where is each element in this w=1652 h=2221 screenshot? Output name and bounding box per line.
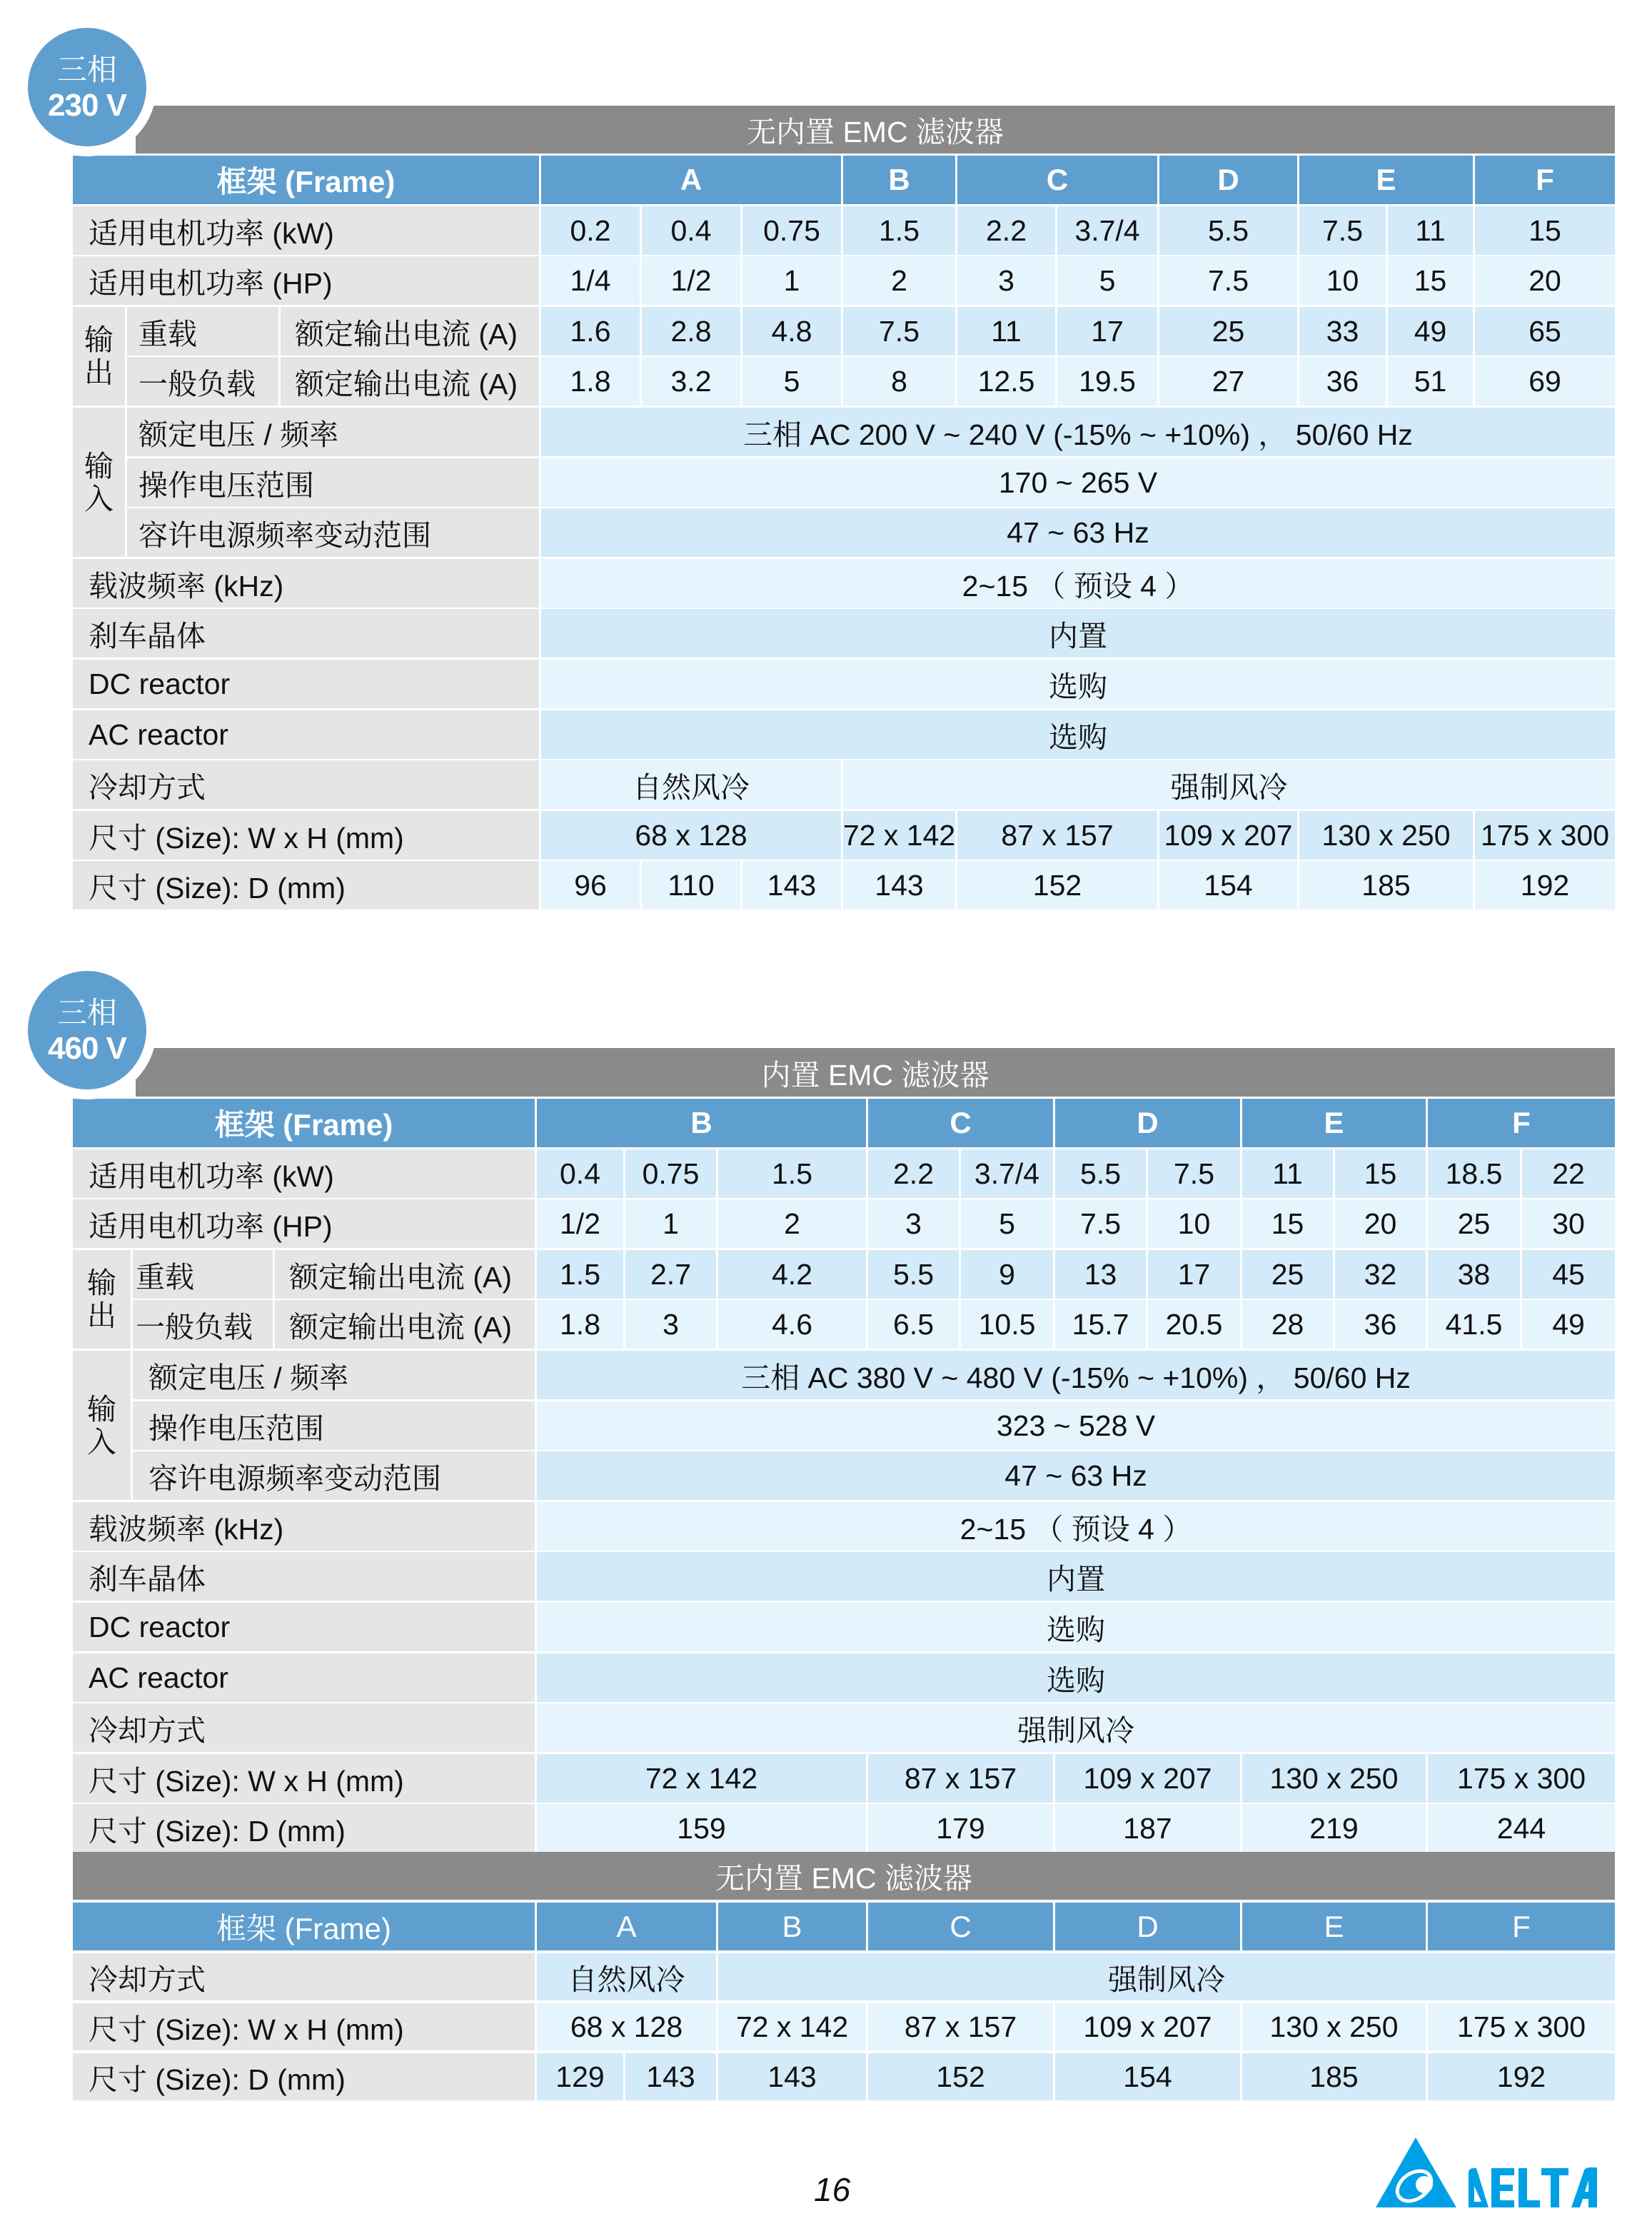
row-label: 载波频率 (kHz) <box>73 1502 535 1551</box>
row-label: 额定输出电流 (A) <box>281 357 539 406</box>
row-label: 刹车晶体 <box>73 1552 535 1601</box>
value-cell: 25 <box>1159 307 1297 356</box>
row-label: 尺寸 (Size): D (mm) <box>73 2053 535 2100</box>
load-type-label: 一般负载 <box>133 1300 273 1349</box>
cooling-forced: 强制风冷 <box>718 1953 1615 2000</box>
value-cell: 11 <box>1242 1149 1333 1198</box>
value-cell: 8 <box>843 357 955 406</box>
frame-header-d: D <box>1159 156 1297 204</box>
value-cell: 3 <box>957 256 1055 305</box>
badge-460v <box>28 971 146 1089</box>
spanning-value: 170 ~ 265 V <box>541 458 1615 507</box>
table-title-bar: 无内置 EMC 滤波器 <box>136 106 1615 153</box>
value-cell: 22 <box>1522 1149 1615 1198</box>
row-label: 额定电压 / 频率 <box>133 1351 535 1399</box>
value-cell: 1.5 <box>843 206 955 255</box>
cooling-forced: 强制风冷 <box>843 760 1615 809</box>
size-wxh-cell: 68 x 128 <box>541 811 841 860</box>
row-label: 额定输出电流 (A) <box>275 1250 535 1299</box>
value-cell: 28 <box>1242 1300 1333 1349</box>
row-label: 适用电机功率 (HP) <box>73 256 539 305</box>
row-label: 尺寸 (Size): D (mm) <box>73 861 539 910</box>
value-cell: 25 <box>1242 1250 1333 1299</box>
row-label: 刹车晶体 <box>73 609 539 658</box>
group-label-char: 出 <box>84 356 114 389</box>
row-label: 冷却方式 <box>73 1953 535 2000</box>
group-label-output <box>73 307 125 406</box>
spanning-value: 强制风冷 <box>537 1703 1615 1752</box>
size-depth-cell: 154 <box>1159 861 1297 910</box>
badge-phase-label: 三相 <box>56 996 117 1029</box>
row-label: 冷却方式 <box>73 1703 535 1752</box>
value-cell: 10 <box>1148 1199 1240 1248</box>
value-cell: 5 <box>961 1199 1053 1248</box>
value-cell: 1.5 <box>537 1250 623 1299</box>
value-cell: 20 <box>1475 256 1615 305</box>
size-depth-cell: 192 <box>1475 861 1615 910</box>
value-cell: 5 <box>742 357 841 406</box>
row-label: 尺寸 (Size): W x H (mm) <box>73 1754 535 1803</box>
spanning-value: 2~15 （ 预设 4 ） <box>541 559 1615 608</box>
row-label: 容许电源频率变动范围 <box>133 1451 535 1500</box>
size-wxh-cell: 109 x 207 <box>1159 811 1297 860</box>
size-wxh-cell: 175 x 300 <box>1475 811 1615 860</box>
value-cell: 18.5 <box>1428 1149 1520 1198</box>
frame-header-label: 框架 (Frame) <box>73 1099 535 1147</box>
value-cell: 7.5 <box>1159 256 1297 305</box>
group-label-char: 入 <box>84 482 114 515</box>
value-cell: 7.5 <box>843 307 955 356</box>
row-label: 尺寸 (Size): W x H (mm) <box>73 2003 535 2050</box>
value-cell: 3.7/4 <box>961 1149 1053 1198</box>
frame-header-d: D <box>1055 1099 1240 1147</box>
size-depth-cell: 154 <box>1055 2053 1240 2100</box>
size-wxh-cell: 175 x 300 <box>1428 1754 1615 1803</box>
value-cell: 1/2 <box>537 1199 623 1248</box>
spanning-value: 323 ~ 528 V <box>537 1401 1615 1450</box>
row-label: AC reactor <box>73 1653 535 1702</box>
value-cell: 20 <box>1335 1199 1426 1248</box>
value-cell: 1/2 <box>642 256 740 305</box>
value-cell: 38 <box>1428 1250 1520 1299</box>
value-cell: 10.5 <box>961 1300 1053 1349</box>
value-cell: 5 <box>1057 256 1157 305</box>
value-cell: 3 <box>625 1300 716 1349</box>
value-cell: 11 <box>957 307 1055 356</box>
value-cell: 0.4 <box>537 1149 623 1198</box>
value-cell: 45 <box>1522 1250 1615 1299</box>
size-wxh-cell: 87 x 157 <box>957 811 1157 860</box>
frame-header-f: F <box>1428 1903 1615 1950</box>
spanning-value: 三相 AC 380 V ~ 480 V (-15% ~ +10%) ， 50/60 Hz <box>537 1351 1615 1399</box>
value-cell: 0.2 <box>541 206 640 255</box>
row-label: DC reactor <box>73 1603 535 1651</box>
frame-header-b: B <box>843 156 955 204</box>
size-depth-cell: 143 <box>718 2053 866 2100</box>
size-wxh-cell: 130 x 250 <box>1242 2003 1426 2050</box>
cooling-natural: 自然风冷 <box>541 760 841 809</box>
page-number: 16 <box>814 2171 851 2208</box>
value-cell: 15 <box>1388 256 1473 305</box>
size-wxh-cell: 109 x 207 <box>1055 1754 1240 1803</box>
value-cell: 2 <box>718 1199 866 1248</box>
value-cell: 15.7 <box>1055 1300 1146 1349</box>
row-label: 额定输出电流 (A) <box>275 1300 535 1349</box>
group-label-input <box>73 1351 131 1500</box>
value-cell: 19.5 <box>1057 357 1157 406</box>
frame-header-f: F <box>1475 156 1615 204</box>
spanning-value: 内置 <box>541 609 1615 658</box>
value-cell: 36 <box>1335 1300 1426 1349</box>
frame-header-e: E <box>1242 1099 1426 1147</box>
value-cell: 1 <box>742 256 841 305</box>
value-cell: 17 <box>1148 1250 1240 1299</box>
value-cell: 2 <box>843 256 955 305</box>
size-wxh-cell: 87 x 157 <box>868 1754 1053 1803</box>
value-cell: 0.75 <box>742 206 841 255</box>
value-cell: 3 <box>868 1199 959 1248</box>
value-cell: 9 <box>961 1250 1053 1299</box>
group-label-input <box>73 408 125 557</box>
row-label: 冷却方式 <box>73 760 539 809</box>
frame-header-a: A <box>541 156 841 204</box>
row-label: AC reactor <box>73 710 539 759</box>
frame-header-d: D <box>1055 1903 1240 1950</box>
value-cell: 5.5 <box>1055 1149 1146 1198</box>
size-depth-cell: 179 <box>868 1804 1053 1853</box>
value-cell: 15 <box>1335 1149 1426 1198</box>
row-label: 额定电压 / 频率 <box>127 408 539 456</box>
value-cell: 7.5 <box>1299 206 1386 255</box>
value-cell: 7.5 <box>1055 1199 1146 1248</box>
row-label: 适用电机功率 (kW) <box>73 206 539 255</box>
row-label: 尺寸 (Size): D (mm) <box>73 1804 535 1853</box>
size-wxh-cell: 130 x 250 <box>1299 811 1473 860</box>
value-cell: 2.2 <box>957 206 1055 255</box>
badge-voltage-label: 230 V <box>48 88 126 123</box>
frame-header-label: 框架 (Frame) <box>73 156 539 204</box>
value-cell: 2.2 <box>868 1149 959 1198</box>
value-cell: 1.8 <box>537 1300 623 1349</box>
cooling-natural: 自然风冷 <box>537 1953 716 2000</box>
value-cell: 15 <box>1242 1199 1333 1248</box>
badge-230v <box>28 28 146 146</box>
frame-header-f: F <box>1428 1099 1615 1147</box>
spanning-value: 选购 <box>541 710 1615 759</box>
value-cell: 2.7 <box>625 1250 716 1299</box>
value-cell: 20.5 <box>1148 1300 1240 1349</box>
size-depth-cell: 185 <box>1299 861 1473 910</box>
frame-header-a: A <box>537 1903 716 1950</box>
value-cell: 3.7/4 <box>1057 206 1157 255</box>
spanning-value: 三相 AC 200 V ~ 240 V (-15% ~ +10%) ， 50/60 Hz <box>541 408 1615 456</box>
value-cell: 4.2 <box>718 1250 866 1299</box>
group-label-char: 入 <box>87 1425 116 1459</box>
load-type-label: 重载 <box>127 307 278 356</box>
table-title-bar: 无内置 EMC 滤波器 <box>73 1852 1615 1900</box>
frame-header-c: C <box>868 1903 1053 1950</box>
size-wxh-cell: 72 x 142 <box>537 1754 866 1803</box>
size-depth-cell: 143 <box>625 2053 716 2100</box>
group-label-char: 出 <box>87 1299 116 1332</box>
frame-header-c: C <box>957 156 1157 204</box>
size-depth-cell: 143 <box>742 861 841 910</box>
row-label: 适用电机功率 (HP) <box>73 1199 535 1248</box>
group-label-output <box>73 1250 131 1349</box>
row-label: 尺寸 (Size): W x H (mm) <box>73 811 539 860</box>
row-label: 载波频率 (kHz) <box>73 559 539 608</box>
size-depth-cell: 185 <box>1242 2053 1426 2100</box>
value-cell: 1.6 <box>541 307 640 356</box>
size-depth-cell: 143 <box>843 861 955 910</box>
group-label-char: 输 <box>87 1266 116 1299</box>
value-cell: 12.5 <box>957 357 1055 406</box>
value-cell: 1.5 <box>718 1149 866 1198</box>
frame-header-c: C <box>868 1099 1053 1147</box>
value-cell: 51 <box>1388 357 1473 406</box>
value-cell: 1 <box>625 1199 716 1248</box>
value-cell: 30 <box>1522 1199 1615 1248</box>
group-label-char: 输 <box>84 323 114 356</box>
row-label: DC reactor <box>73 660 539 708</box>
badge-voltage-label: 460 V <box>48 1031 126 1066</box>
value-cell: 7.5 <box>1148 1149 1240 1198</box>
value-cell: 6.5 <box>868 1300 959 1349</box>
value-cell: 32 <box>1335 1250 1426 1299</box>
table-title-bar: 内置 EMC 滤波器 <box>136 1048 1615 1097</box>
spanning-value: 选购 <box>541 660 1615 708</box>
value-cell: 27 <box>1159 357 1297 406</box>
value-cell: 33 <box>1299 307 1386 356</box>
row-label: 容许电源频率变动范围 <box>127 508 539 557</box>
value-cell: 69 <box>1475 357 1615 406</box>
size-depth-cell: 244 <box>1428 1804 1615 1853</box>
size-wxh-cell: 130 x 250 <box>1242 1754 1426 1803</box>
spanning-value: 47 ~ 63 Hz <box>541 508 1615 557</box>
value-cell: 49 <box>1522 1300 1615 1349</box>
frame-header-label: 框架 (Frame) <box>73 1903 535 1950</box>
value-cell: 41.5 <box>1428 1300 1520 1349</box>
value-cell: 5.5 <box>868 1250 959 1299</box>
spanning-value: 选购 <box>537 1603 1615 1651</box>
row-label: 额定输出电流 (A) <box>281 307 539 356</box>
value-cell: 25 <box>1428 1199 1520 1248</box>
value-cell: 1.8 <box>541 357 640 406</box>
size-depth-cell: 159 <box>537 1804 866 1853</box>
size-depth-cell: 219 <box>1242 1804 1426 1853</box>
value-cell: 4.6 <box>718 1300 866 1349</box>
value-cell: 5.5 <box>1159 206 1297 255</box>
group-label-char: 输 <box>84 449 114 483</box>
frame-header-e: E <box>1242 1903 1426 1950</box>
value-cell: 13 <box>1055 1250 1146 1299</box>
frame-header-e: E <box>1299 156 1473 204</box>
value-cell: 1/4 <box>541 256 640 305</box>
delta-logo-icon <box>1374 2136 1603 2210</box>
row-label: 操作电压范围 <box>133 1401 535 1450</box>
row-label: 适用电机功率 (kW) <box>73 1149 535 1198</box>
size-depth-cell: 192 <box>1428 2053 1615 2100</box>
size-wxh-cell: 109 x 207 <box>1055 2003 1240 2050</box>
value-cell: 65 <box>1475 307 1615 356</box>
spanning-value: 选购 <box>537 1653 1615 1702</box>
value-cell: 2.8 <box>642 307 740 356</box>
value-cell: 0.75 <box>625 1149 716 1198</box>
size-depth-cell: 110 <box>642 861 740 910</box>
value-cell: 4.8 <box>742 307 841 356</box>
spanning-value: 47 ~ 63 Hz <box>537 1451 1615 1500</box>
value-cell: 15 <box>1475 206 1615 255</box>
size-wxh-cell: 175 x 300 <box>1428 2003 1615 2050</box>
frame-header-b: B <box>718 1903 866 1950</box>
value-cell: 36 <box>1299 357 1386 406</box>
size-wxh-cell: 87 x 157 <box>868 2003 1053 2050</box>
value-cell: 17 <box>1057 307 1157 356</box>
spanning-value: 内置 <box>537 1552 1615 1601</box>
value-cell: 49 <box>1388 307 1473 356</box>
frame-header-b: B <box>537 1099 866 1147</box>
spanning-value: 2~15 （ 预设 4 ） <box>537 1502 1615 1551</box>
value-cell: 0.4 <box>642 206 740 255</box>
size-wxh-cell: 72 x 142 <box>843 811 955 860</box>
badge-phase-label: 三相 <box>56 53 117 86</box>
size-depth-cell: 96 <box>541 861 640 910</box>
size-depth-cell: 129 <box>537 2053 623 2100</box>
size-depth-cell: 187 <box>1055 1804 1240 1853</box>
size-wxh-cell: 68 x 128 <box>537 2003 716 2050</box>
size-depth-cell: 152 <box>957 861 1157 910</box>
load-type-label: 一般负载 <box>127 357 278 406</box>
group-label-char: 输 <box>87 1392 116 1426</box>
value-cell: 11 <box>1388 206 1473 255</box>
load-type-label: 重载 <box>133 1250 273 1299</box>
row-label: 操作电压范围 <box>127 458 539 507</box>
size-depth-cell: 152 <box>868 2053 1053 2100</box>
value-cell: 10 <box>1299 256 1386 305</box>
value-cell: 3.2 <box>642 357 740 406</box>
size-wxh-cell: 72 x 142 <box>718 2003 866 2050</box>
